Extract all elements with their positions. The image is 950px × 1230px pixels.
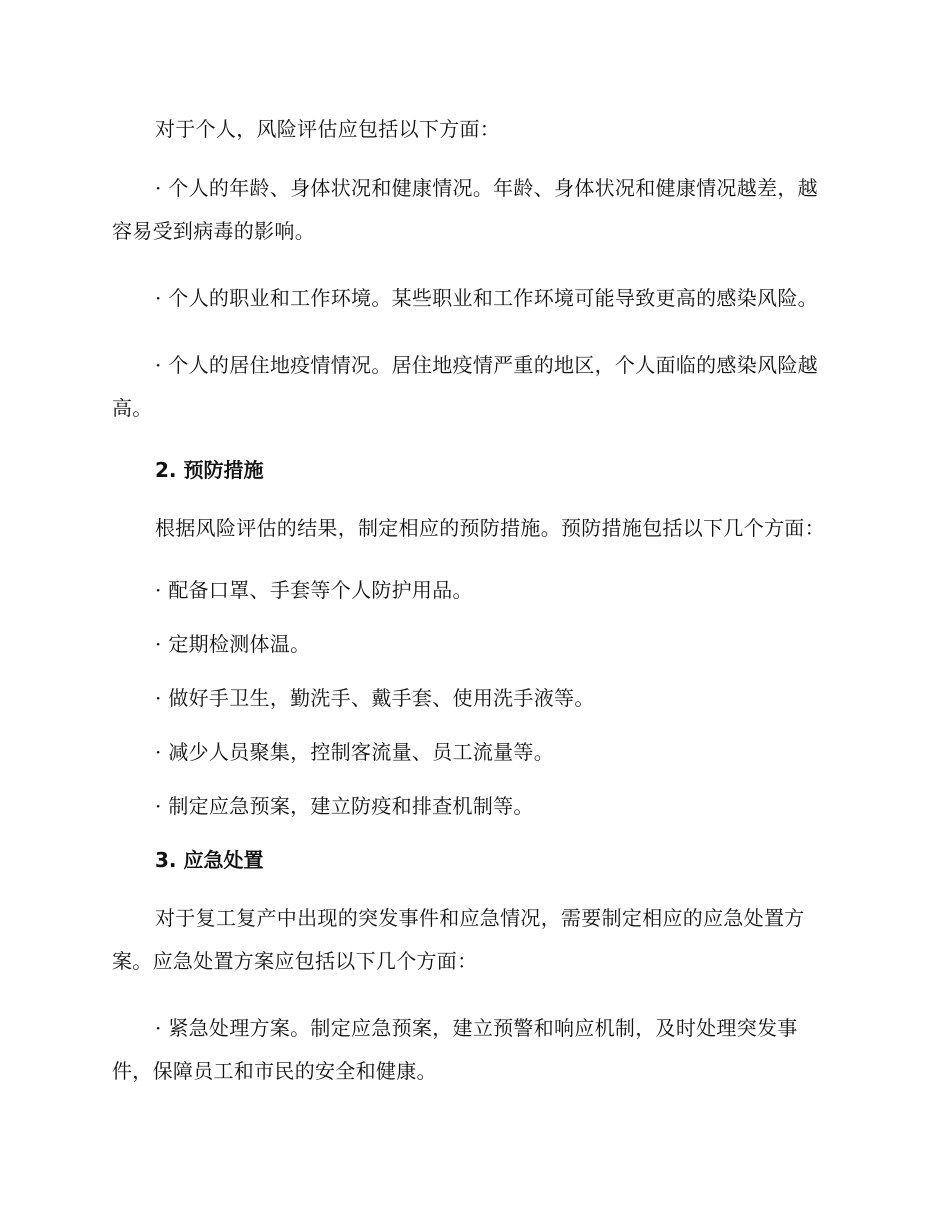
bullet-occupation: · 个人的职业和工作环境。某些职业和工作环境可能导致更高的感染风险。 — [155, 286, 818, 310]
section-heading-emergency: 3. 应急处置 — [155, 848, 264, 872]
section-heading-prevention: 2. 预防措施 — [155, 458, 264, 482]
emergency-intro-paragraph: 对于复工复产中出现的突发事件和应急情况，需要制定相应的应急处置方案。应急处置方案应包括以下几个方面： — [112, 906, 805, 973]
intro-paragraph: 对于个人，风险评估应包括以下方面： — [155, 117, 501, 141]
bullet-reduce-gathering: · 减少人员聚集，控制客流量、员工流量等。 — [155, 740, 555, 764]
bullet-age-health: · 个人的年龄、身体状况和健康情况。年龄、身体状况和健康情况越差，越容易受到病毒的影响。 — [112, 176, 818, 243]
prevention-intro-paragraph: 根据风险评估的结果，制定相应的预防措施。预防措施包括以下几个方面： — [155, 516, 825, 540]
bullet-emergency-handling: · 紧急处理方案。制定应急预案，建立预警和响应机制，及时处理突发事件，保障员工和市民的安全和健康。 — [112, 1016, 798, 1083]
bullet-hand-hygiene: · 做好手卫生，勤洗手、戴手套、使用洗手液等。 — [155, 686, 595, 710]
bullet-residence: · 个人的居住地疫情情况。居住地疫情严重的地区，个人面临的感染风险越高。 — [112, 353, 818, 420]
bullet-temperature: · 定期检测体温。 — [155, 632, 311, 656]
bullet-protective-gear: · 配备口罩、手套等个人防护用品。 — [155, 578, 473, 602]
bullet-emergency-plan: · 制定应急预案，建立防疫和排查机制等。 — [155, 794, 534, 818]
document-body — [112, 113, 834, 1117]
